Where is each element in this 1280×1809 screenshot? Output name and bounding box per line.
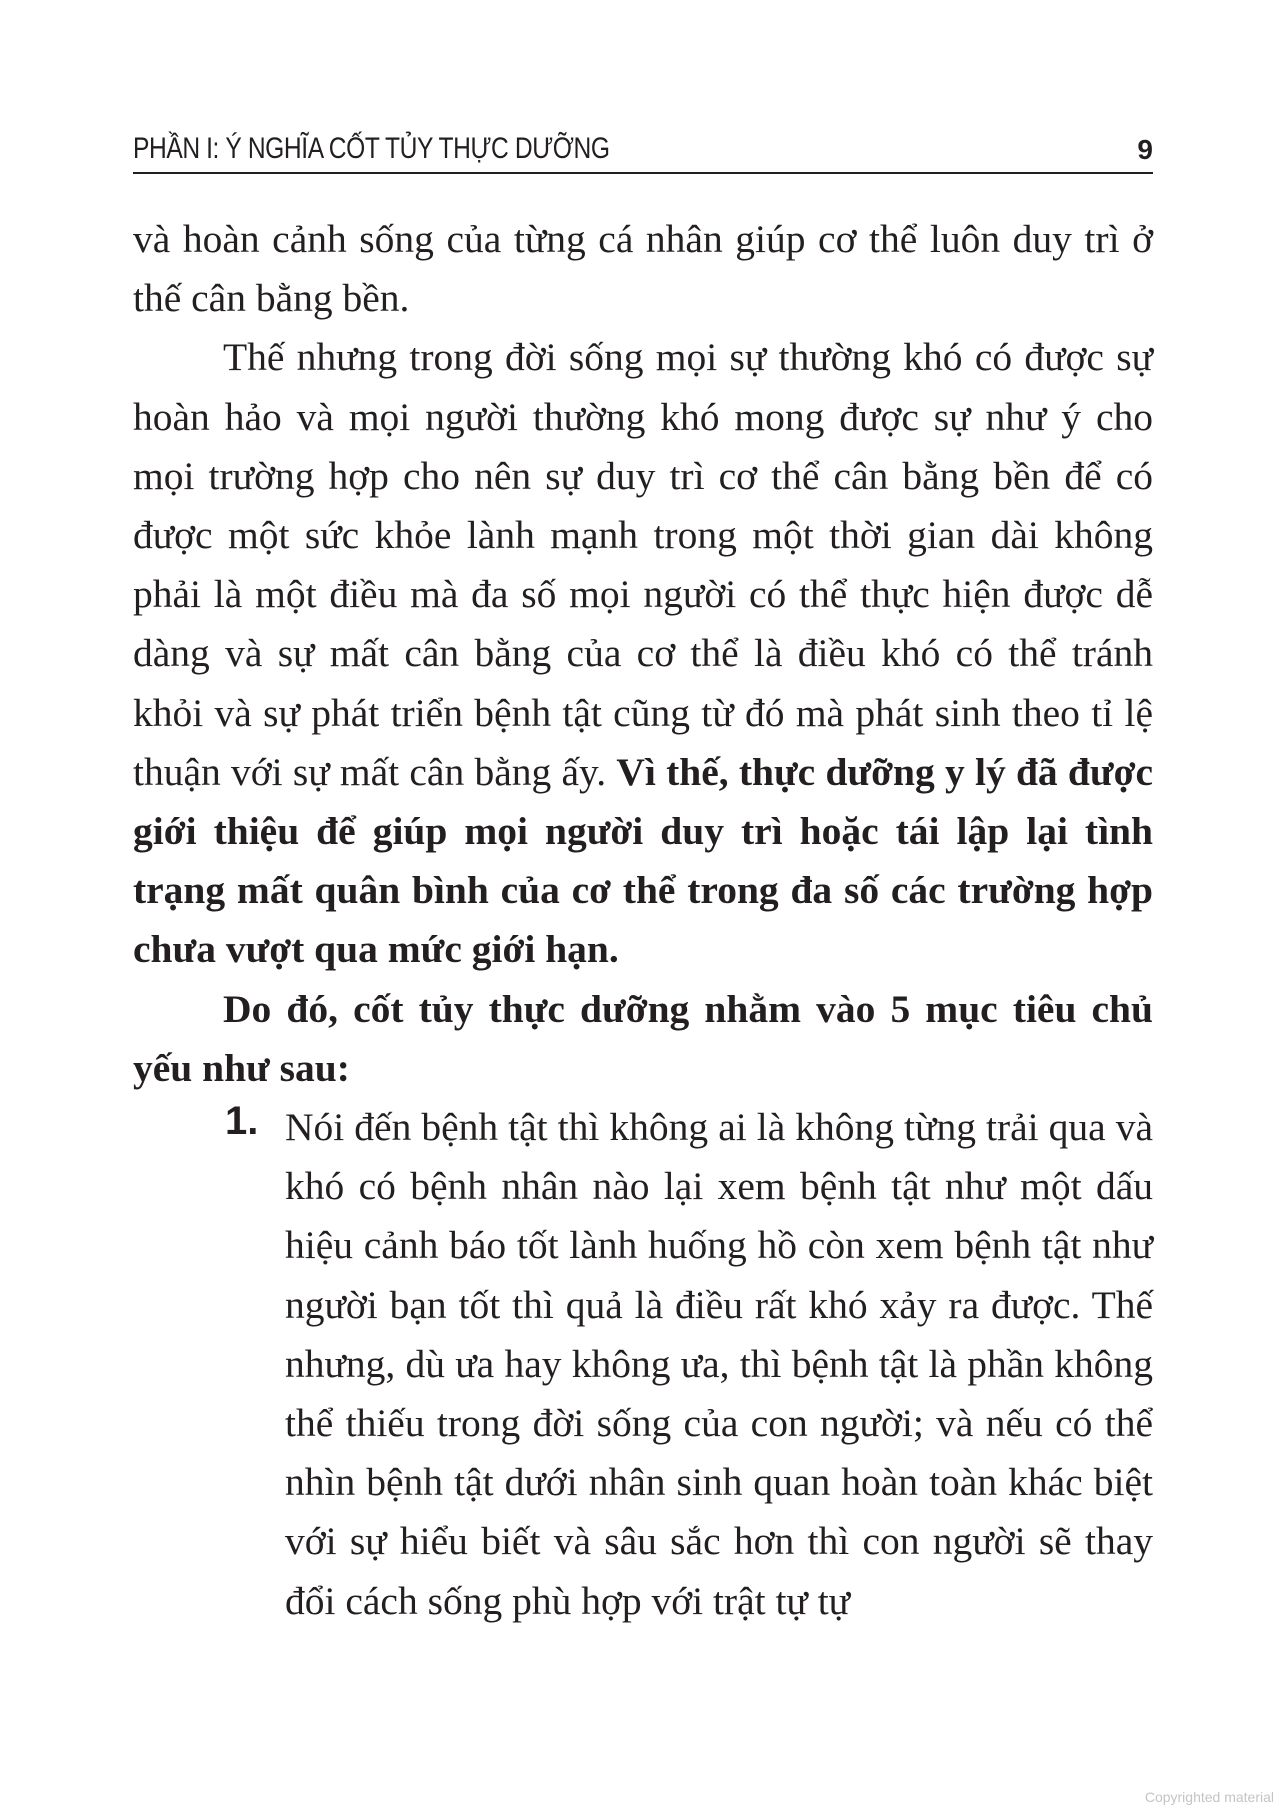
paragraph-2-regular: Thế nhưng trong đời sống mọi sự thường khó có được sự hoàn hảo và mọi người thường khó mong được sự như ý cho mọi trường hợp cho nên sự duy trì cơ thể cân bằng bền để có được một sức khỏe lành mạnh trong một thời gian dài không phải là một điều mà đa số mọi người có thể thực hiện được dễ dàng và sự mất cân bằng của cơ thể là điều khó có thể tránh khỏi và sự phát triển bệnh tật cũng từ đó mà phát sinh theo tỉ lệ thuận với sự mất cân bằng ấy. [133,335,1153,794]
list-item [133,1098,1153,1631]
list-item-text: Nói đến bệnh tật thì không ai là không từng trải qua và khó có bệnh nhân nào lại xem bệnh tật như một dấu hiệu cảnh báo tốt lành huống hồ còn xem bệnh tật như người bạn tốt thì quả là điều rất khó xảy ra được. Thế nhưng, dù ưa hay không ưa, thì bệnh tật là phần không thể thiếu trong đời sống của con người; và nếu có thể nhìn bệnh tật dưới nhân sinh quan hoàn toàn khác biệt với sự hiểu biết và sâu sắc hơn thì con người sẽ thay đổi cách sống phù hợp với trật tự tự [285,1105,1153,1623]
running-header [133,128,1153,174]
copyright-watermark: Copyrighted material [1144,1789,1274,1805]
paragraph-2-bold: Vì thế, thực dưỡng y lý đã được giới thiệu để giúp mọi người duy trì hoặc tái lập lại tình trạng mất quân bình của cơ thể trong đa số các trường hợp chưa vượt qua mức giới hạn. [133,749,1153,972]
paragraph-continuation: và hoàn cảnh sống của từng cá nhân giúp cơ thể luôn duy trì ở thế cân bằng bền. [133,217,1153,321]
body-text [133,210,1153,1631]
page-number: 9 [1137,134,1153,165]
list-item-number: 1. [225,1099,259,1144]
paragraph-3: Do đó, cốt tủy thực dưỡng nhằm vào 5 mục tiêu chủ yếu như sau: [133,986,1153,1090]
paragraph-2 [133,328,1153,979]
section-title: PHẦN I: Ý NGHĨA CỐT TỦY THỰC DƯỠNG [133,132,610,165]
